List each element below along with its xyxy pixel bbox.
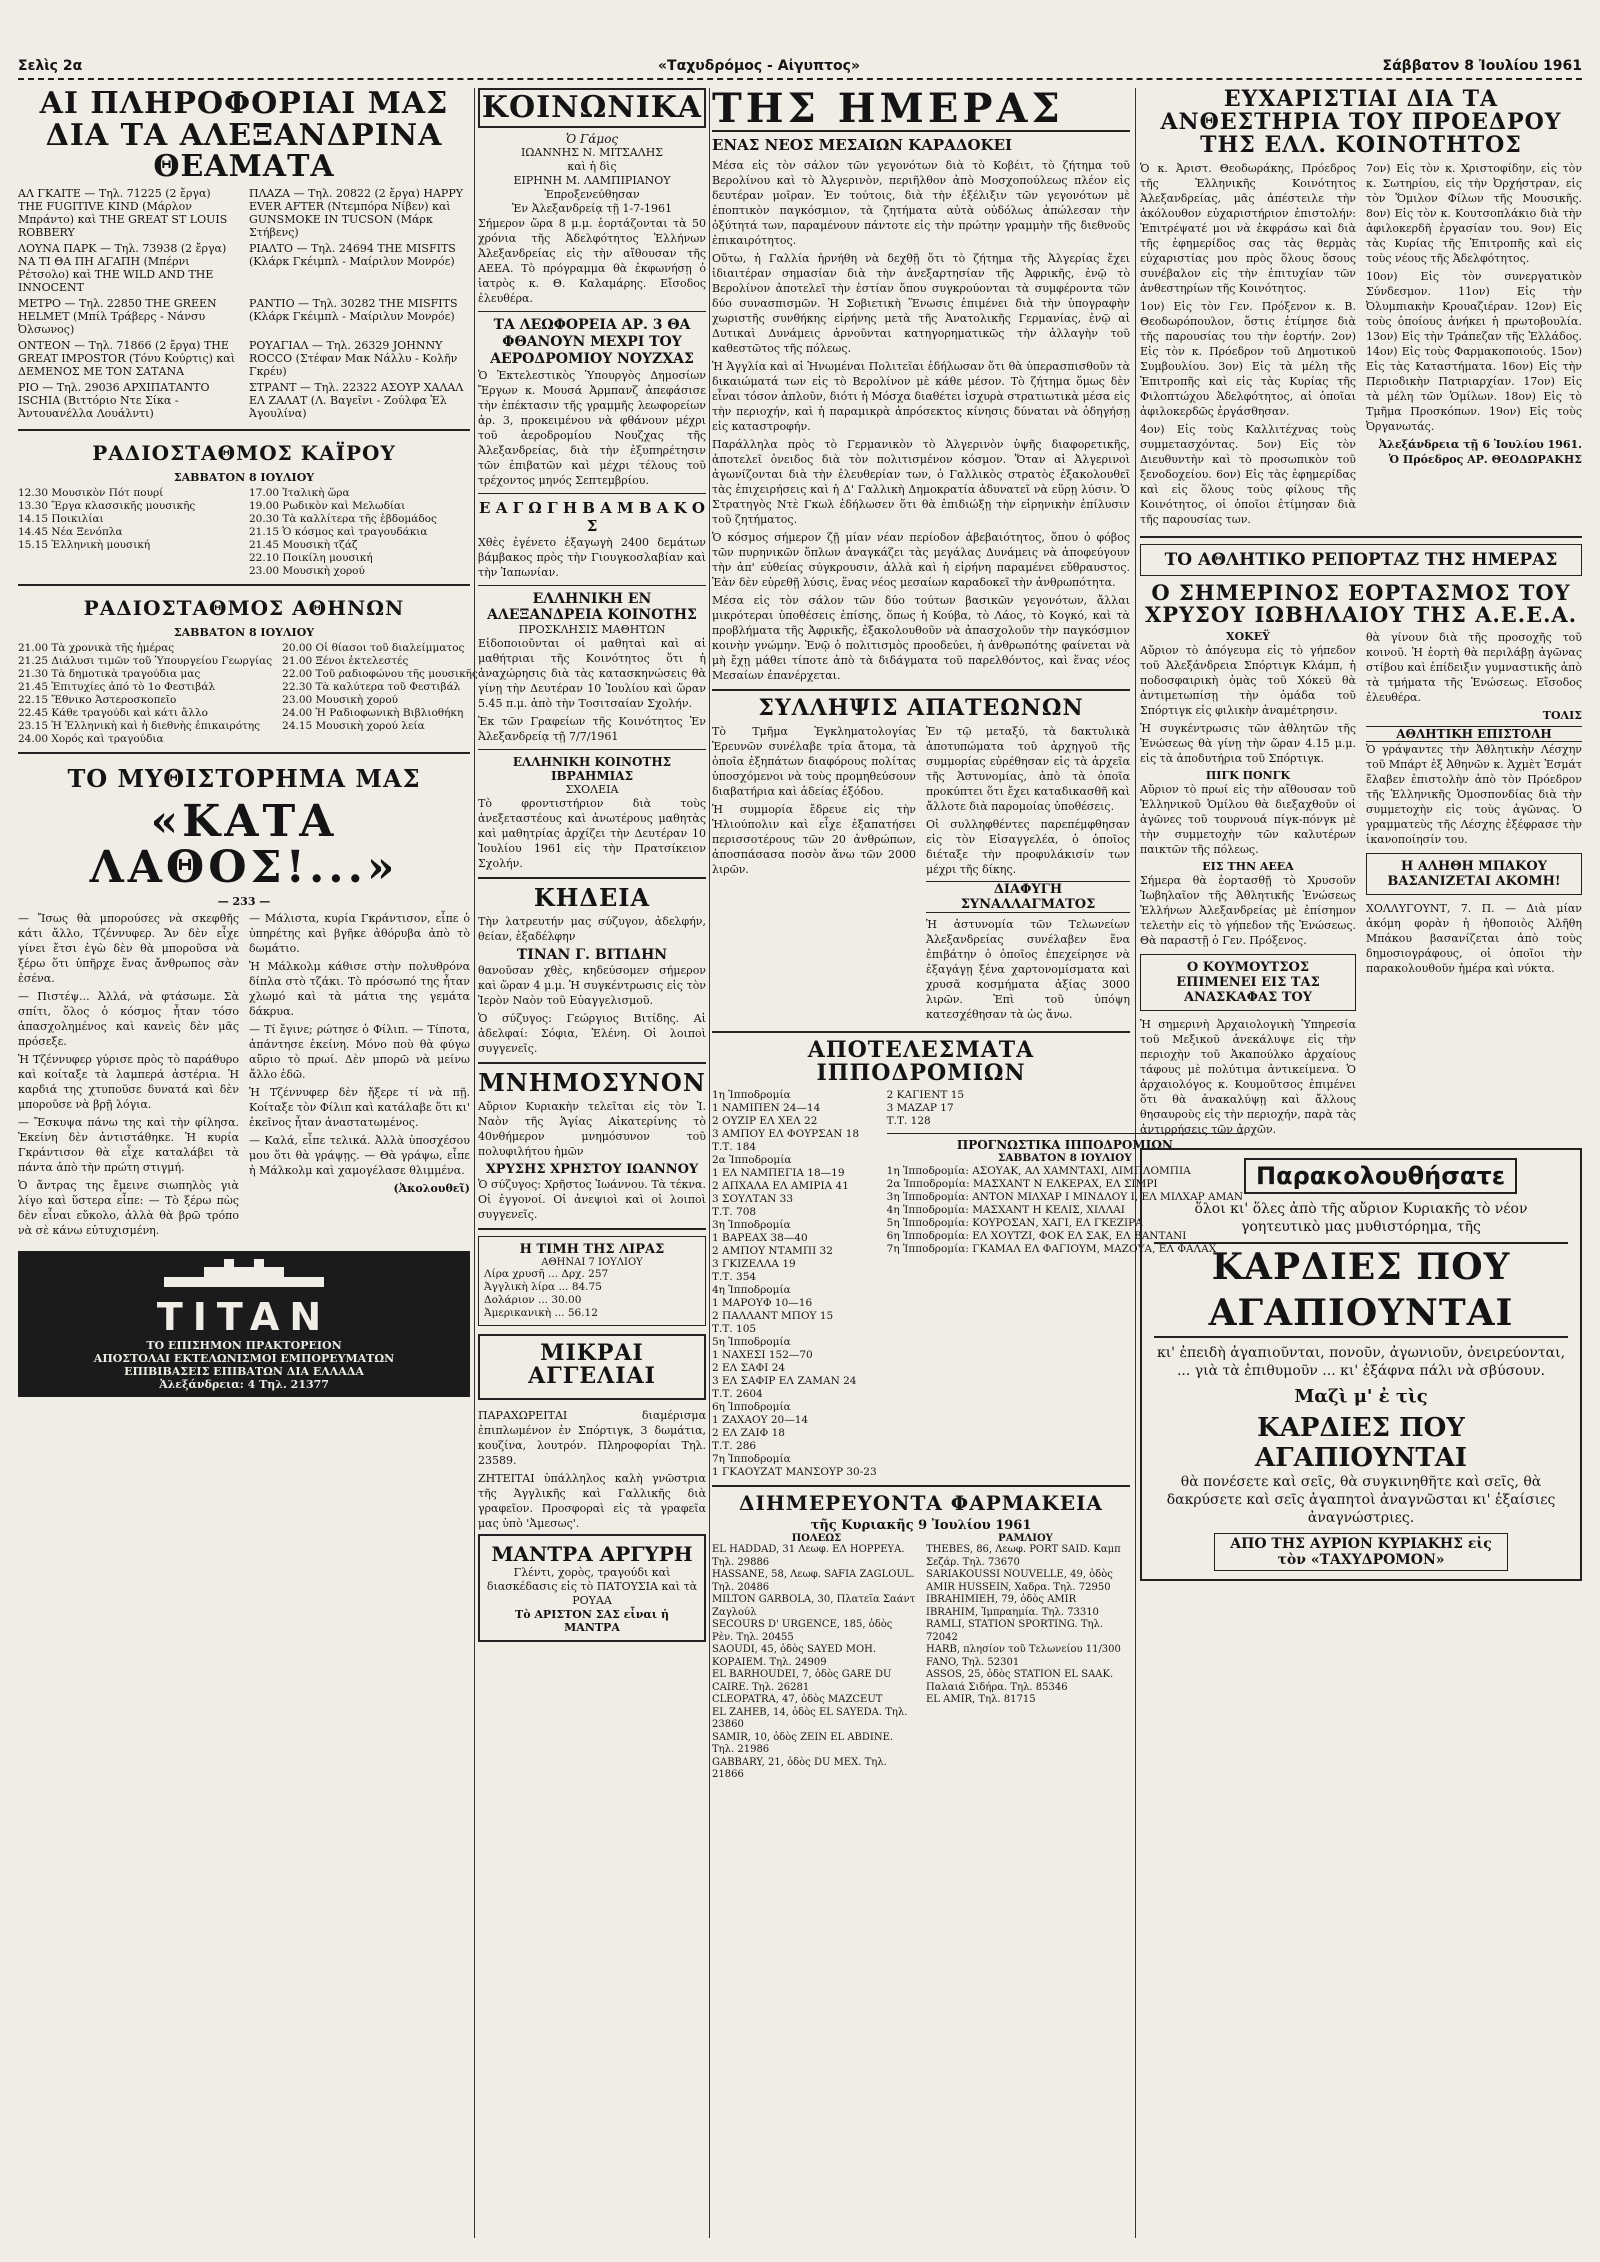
schedule-item: 21.30 Τὰ δημοτικὰ τραγούδια μας (18, 667, 201, 680)
titan-name: TITAN (156, 1294, 332, 1339)
race-line: 1 ΖΑΧΑΟΥ 20—14 (712, 1414, 809, 1427)
sports-text (1140, 630, 1582, 1140)
paragraph: Παράλληλα πρὸς τὸ Γερμανικὸν τὸ Ἀλγερινὸν ὑψῆς διαφορετικῆς, ἀποτελεῖ ὀνειδος διὰ τὸν πολιτισμένον κόσμον. Ὅταν αἱ Ἀλγερινοὶ ἀγωνίζονται διὰ τὴν ἐλευθερίαν των, ὁ Γαλλικὸς στρατὸς ἐξακολουθεῖ τὰς ἐπιχειρήσεις καὶ ἡ Δ' Γαλλικὴ Δημοκρατία ἀδυνατεῖ νὰ εὕρῃ λύσιν. Ὁ Στρατηγὸς Ντὲ Γκωλ ἐδήλωσεν ὅτι θὰ ἐπιδιώξῃ τὴν εἰρηνικὴν ἐπίλυσιν τοῦ ζητήματος. (712, 438, 1130, 526)
news-title: ΤΗΣ ΗΜΕΡΑΣ (712, 88, 1130, 132)
paragraph: — Καλά, εἶπε τελικά. Ἀλλὰ ὑποσχέσου μου ὅτι θὰ γράψῃς. — Θὰ γράψω, εἶπε ἡ Μάλκολμ καὶ χαμογέλασε θλιμμένα. (249, 1133, 470, 1177)
schedule-item: 23.00 Μουσικὴ χορού (249, 564, 365, 577)
paragraph: Μέσα εἰς τὸν σάλον τῶν γεγονότων διὰ τὸ Κοβέιτ, τὸ ζήτημα τοῦ Βερολίνου καὶ τὸ Ἀλγερινὸν, περιῆλθον ἀπὸ Μοσχοπούλεως πλέον εἰς δευτέραν μοῖραν. Ἐν τούτοις, διὰ τὴν ἐξέλιξιν τῶν γεγονότων μὲ ἐποπτικὸν παγκόσμιον, τὰ ζητήματα αὐτὰ οὐδόλως ἀπώλεσαν τὴν ὀξύτητά των, παραμένουν πάντοτε εἰς τὴν πρώτην γραμμὴν τῆς διεθνοῦς ἐπικαιρότητος. (712, 159, 1130, 247)
pharmacies-title: ΔΙΗΜΕΡΕΥΟΝΤΑ ΦΑΡΜΑΚΕΙΑ (739, 1491, 1103, 1516)
column-1 (18, 86, 478, 1397)
mantra-address: Τὸ ΑΡΙΣΤΟΝ ΣΑΣ εἶναι ἡ ΜΑΝΤΡΑ (515, 1608, 669, 1635)
divider (712, 689, 1130, 691)
paragraph: Αὔριον Κυριακὴν τελεῖται εἰς τὸν Ἱ. Ναὸν τῆς Ἁγίας Αἰκατερίνης τὸ 40νθήμερον μνημόσυνον τοῦ πολυφιλήτου ἡμῶν (478, 1099, 706, 1158)
schedule-item: 24.00 Χορός καὶ τραγούδια (18, 732, 164, 745)
race-line: 1 ΓΚΑΟΥΖΑΤ ΜΑΝΣΟΥΡ 30-23 (712, 1466, 877, 1479)
novel-episode: — 233 — (217, 894, 271, 908)
serial-line: ὅλοι κι' ὅλες ἀπὸ τῆς αὔριον Κυριακῆς τὸ νέον γοητευτικὸ μας μυθιστόρημα, τῆς (1194, 1201, 1528, 1236)
divider (478, 877, 706, 879)
race-line: Τ.Τ. 708 (712, 1206, 757, 1219)
column-4 (1140, 88, 1582, 1589)
paragraph: Ἡ σημερινὴ Ἀρχαιολογικὴ Ὑπηρεσία τοῦ Μεξικοῦ ἀνεκάλυψε εἰς τὴν περιοχὴν τοῦ Ἀκαπούλκο ἀρχαίους τάφους μὲ πολύτιμα ἀντικείμενα. Ὁ ἀρχαιολόγος κ. Κουμοῦτσος ἐπιμένει ὅτι θὰ ἀνακαλύψῃ καὶ ἄλλους θησαυροὺς εἰς τὴν περιοχήν, παρὰ τὰς ἀντιρρήσεις τῶν ἀρχῶν. (1140, 1018, 1356, 1137)
forecast-line: 4η Ἱπποδρομία: ΜΑΣΧΑΝΤ Η ΚΕΛΙΣ, ΧΙΛΛΑΙ (886, 1204, 1125, 1217)
athens-radio-day: ΣΑΒΒΑΤΟΝ 8 ΙΟΥΛΙΟΥ (173, 625, 315, 639)
race-line: 1 ΝΑΜΙΠΕΝ 24—14 (712, 1102, 821, 1115)
cairo-radio-schedule (18, 487, 470, 578)
column-3 (712, 85, 1244, 1782)
notice-line: ΕΙΡΗΝΗ Μ. ΛΑΜΠΙΡΙΑΝΟΥ (513, 173, 671, 187)
ibrahimia-subtitle: ΣΧΟΛΕΙΑ (565, 782, 619, 796)
paragraph: Ὁ ἄντρας της ἔμεινε σιωπηλὸς γιὰ λίγο καὶ ὕστερα εἶπε: — Τὸ ξέρω πὼς δὲν εἶναι εὔκολο, ἀλλὰ θὰ βρῶ τρόπο νὰ σὲ κάνω εὐτυχισμένη. (18, 1178, 239, 1237)
serial-title: ΚΑΡΔΙΕΣ ΠΟΥ ΑΓΑΠΙΟΥΝΤΑΙ (1154, 1242, 1568, 1338)
paragraph: Σήμερα θὰ ἑορτασθῇ τὸ Χρυσοῦν Ἰωβηλαῖον τῆς Ἀθλητικῆς Ἑνώσεως Ἑλλήνων Ἀλεξανδρείας μὲ ἐπίσημον τελετὴν εἰς τὸ γήπεδον τῆς Ἑνώσεως. Θὰ παραστῇ ὁ Γεν. Πρόξενος. (1140, 874, 1356, 948)
ali-title: Η ΑΛΗΘΗ ΜΠΑΚΟΥ ΒΑΣΑΝΙΖΕΤΑΙ ΑΚΟΜΗ! (1366, 853, 1582, 895)
pharmacies-subtitle: τῆς Κυριακῆς 9 Ἰουλίου 1961 (810, 1518, 1032, 1534)
social-subtitle: Ὁ Γάμος (565, 131, 619, 146)
ibrahimia-title: ΕΛΛΗΝΙΚΗ ΚΟΙΝΟΤΗΣ ΙΒΡΑΗΜΙΑΣ (512, 754, 672, 783)
paragraph: Ἡ Μάλκολμ κάθισε στὴν πολυθρόνα δίπλα στὸ τζάκι. Τὸ πρόσωπό της ἦταν χλωμό καὶ τὰ μάτια της γεμάτα δάκρυα. (249, 959, 470, 1018)
thanks-title: ΕΥΧΑΡΙΣΤΙΑΙ ΔΙΑ ΤΑ ΑΝΘΕΣΤΗΡΙΑ ΤΟΥ ΠΡΟΕΔΡΟΥ ΤΗΣ ΕΛΛ. ΚΟΙΝΟΤΗΤΟΣ (1160, 86, 1562, 159)
paragraph: Ἡ συμμορία ἔδρευε εἰς τὴν Ἡλιούπολιν καὶ εἶχε ἐξαπατήσει περισσοτέρους τῶν 20 ἀνθρώπων, ἀποσπάσασα ποσὸν ἄνω τῶν 2000 λιρῶν. (712, 803, 916, 877)
schedule-item: 21.25 Διάλυσι τιμῶν τοῦ Ὑπουργείου Γεωργίας (18, 654, 273, 667)
schedule-item: 21.15 Ὁ κόσμος καὶ τραγουδάκια (249, 525, 428, 538)
pharmacy-entry: EL ZAHEB, 14, ὁδὸς EL SAYEDA. Τηλ. 23860 (712, 1706, 908, 1731)
mantra-advertisement (478, 1534, 706, 1642)
divider (18, 752, 470, 754)
paragraph: Ὁ σύζυγος: Χρῆστος Ἰωάννου. Τὰ τέκνα. Οἱ ἐγγονοί. Οἱ ἀνεψιοὶ καὶ οἱ λοιποὶ συγγενεῖς. (478, 1177, 706, 1221)
forecast-line: 3η Ἱπποδρομία: ΑΝΤΟΝ ΜΙΛΧΑΡ Ι ΜΙΝΔΛΟΥ Ι, ΕΛ ΜΙΛΧΑΡ ΑΜΑΝ (886, 1191, 1244, 1204)
paragraph: Εἰδοποιοῦνται οἱ μαθηταὶ καὶ αἱ μαθήτριαι τῆς Κοινότητος ὅτι ἡ ἀναχώρησις διὰ τὰς κατασκηνώσεις θὰ γίνῃ τὴν Δευτέραν 10 Ἰουλίου καὶ ὥραν 5.45 π.μ. ἀπὸ τὴν Τοσιτσαίαν Σχολήν. (478, 636, 706, 710)
sports-sign: ΤΟΛΙΣ (1542, 709, 1582, 723)
paragraph: Ἡ Τζέννυφερ γύρισε πρὸς τὸ παράθυρο καὶ κοίταξε τὰ λαμπερά ἀστέρια. Ἡ καρδιά της χτυποῦσε δυνατά καὶ δὲν μποροῦσε νὰ βρῇ λόγια. (18, 1052, 239, 1111)
masthead (18, 56, 1582, 80)
titan-line: ΕΠΙΒΙΒΑΣΕΙΣ ΕΠΙΒΑΤΩΝ ΔΙΑ ΕΛΛΑΔΑ (124, 1364, 364, 1378)
novel-label: ΤΟ ΜΥΘΙΣΤΟΡΗΜΑ ΜΑΣ (67, 763, 421, 793)
schedule-item: 24.00 Ἡ Ραδιοφωνικὴ Βιβλιοθήκη (282, 706, 464, 719)
funeral-name: ΤΙΝΑΝ Γ. ΒΙΤΙΔΗΝ (516, 946, 668, 963)
race-line: 1 ΒΑΡΕΑΧ 38—40 (712, 1232, 808, 1245)
pharmacy-entry: ASSOS, 25, ὁδὸς STATION EL SAAK. Παλαιά Σιδήρα. Τηλ. 85346 (926, 1669, 1114, 1693)
cinema-listings (18, 187, 470, 423)
schedule-item: 24.15 Μουσικὴ χορού λεία (282, 719, 425, 732)
pharmacies-col-city: ΠΟΛΕΩΣ (791, 1533, 842, 1545)
mantra-body: Γλέντι, χορὸς, τραγούδι καὶ διασκέδασις εἰς τὸ ΠΑΤΟΥΣΙΑ καὶ τὰ ΡΟΥΑΑ (486, 1566, 698, 1608)
divider (712, 1031, 1130, 1033)
cinema-listing: ΡΑΝΤΙΟ — Τηλ. 30282 THE MISFITS (Κλάρκ Γκέιμπλ - Μαίριλυν Μονρόε) (249, 296, 458, 323)
cinema-listing: ΡΙΟ — Τηλ. 29036 ΑΡΧΙΠΑΤΑΝΤΟ ISCHIA (Βιττόριο Ντε Σίκα - Ἀντουανέλλα Λουάλντι) (18, 380, 210, 420)
race-line: Τ.Τ. 286 (712, 1440, 757, 1453)
cotton-title: Ε Α Γ Ω Γ Η Β Α Μ Β Α Κ Ο Σ (479, 498, 705, 535)
divider (478, 311, 706, 312)
race-line: 2 ΕΛ ΣΑΦΙ 24 (712, 1362, 786, 1375)
cinema-listing: ΡΟΥΑΓΙΑΛ — Τηλ. 26329 JOHNNY ROCCO (Στέφαν Μακ Νάλλυ - Κολῆν Γκρέυ) (249, 338, 458, 378)
notice-line: Ἐν Ἀλεξανδρείᾳ τῇ 1-7-1961 (512, 201, 672, 215)
paragraph: Ὁ κόσμος σήμερον ζῇ μίαν νέαν περίοδον ἀβεβαιότητος, ὅπου ὁ φόβος τῶν πυρηνικῶν ὅπλων ἀναγκάζει τὰς μεγάλας Δυνάμεις νὰ ἀποφεύγουν τὴν ἀπ' εὐθείας σύγκρουσιν, ἀλλὰ καὶ ἡ εἰρήνη παραμένει εὔθραυστος. Ἐὰν δὲν εὑρεθῇ λύσις, ἕνας νέος μεσαίων καραδοκεῖ τὴν ἀνθρωπότητα. (712, 531, 1130, 589)
schedule-item: 15.15 Ἑλληνικὴ μουσική (18, 538, 151, 551)
schedule-item: 20.30 Τὰ καλλίτερα τῆς ἑβδομάδος (249, 512, 437, 525)
paragraph: 1ον) Εἰς τὸν Γεν. Πρόξενον κ. Β. Θεοδωρόπουλον, ὅστις ἐτίμησε διὰ τῆς παρουσίας του τὴν ἑορτήν. 2ον) Εἰς τὸν κ. Πρόεδρον τοῦ Δημοτικοῦ Συμβουλίου. 3ον) Εἰς τὰ μέλη τῆς Ἐπιτροπῆς καὶ εἰς τὰς Κυρίας τῆς Φιλοπτώχου Ἀδελφότητος, αἱ ὁποῖαι ἀφιλοκερδῶς ἐργάσθησαν. (1140, 300, 1356, 419)
paragraph: — Ἴσως θὰ μπορούσες νὰ σκεφθῆς κάτι ἄλλο, Τζέννυφερ. Ἄν δὲν εἶχε γίνει ἔτσι ἐγὼ δὲν θὰ μποροῦσα νὰ ξέρω ὅτι ὑπῆρχε ἕνας ἄνθρωπος σὰν ἐσένα. (18, 911, 239, 985)
race-line: 5η Ἱπποδρομία (712, 1336, 791, 1349)
race-line: Τ.Τ. 128 (886, 1115, 931, 1128)
paragraph: — Μάλιστα, κυρία Γκράντισον, εἶπε ὁ ὑπηρέτης καὶ βγῆκε ἀθόρυβα ἀπὸ τὸ δωμάτιο. (249, 911, 470, 955)
paragraph: Ὁ κ. Ἀριστ. Θεοδωράκης, Πρόεδρος τῆς Ἑλληνικῆς Κοινότητος Ἀλεξανδρείας, μᾶς ἀπέστειλε τὴν ἀκόλουθον εὐχαριστήριον ἐπιστολήν: Ἐπιτρέψατέ μοι νὰ ἐκφράσω καὶ διὰ τῆς ἐφημερίδος σας τὰς θερμὰς εὐχαριστίας μου πρὸς ὅλους ὅσους συνέβαλον εἰς τὴν ἐπιτυχίαν τῶν ἀνθεστηρίων τῆς Κοινότητος. (1140, 162, 1356, 296)
divider (478, 585, 706, 586)
serial-line: κι' ἐπειδὴ ἀγαπιοῦνται, πονοῦν, ἀγωνιοῦν, ὀνειρεύονται, ... γιὰ τὰ ἐπιθυμοῦν ... κι' ἐξάφνα πάλι νὰ σβύσουν. (1156, 1345, 1566, 1380)
divider (478, 1062, 706, 1064)
pharmacies-list (712, 1544, 1130, 1782)
paragraph: 7ον) Εἰς τὸν κ. Χριστοφίδην, εἰς τὸν κ. Σωτηρίου, εἰς τὴν Ὀρχήστραν, εἰς τὸν Ὅμιλον Φίλων τῆς Μουσικῆς. 8ον) Εἰς τὸν κ. Κουτσοπλάκιο διὰ τὴν ἀφιλοκερδῆ ἐργασίαν του. 9ον) Εἰς τὰς Κυρίας τῆς Ἐπιτροπῆς καὶ εἰς τοὺς νέους τῆς Ἀδελφότητος. (1366, 162, 1582, 266)
schedule-item: 21.45 Ἐπιτυχίες ἀπό τὸ 1ο Φεστιβάλ (18, 680, 216, 693)
cinema-listing: ΡΙΑΛΤΟ — Τηλ. 24694 THE MISFITS (Κλάρκ Γκέιμπλ - Μαίριλυν Μονρόε) (249, 241, 456, 268)
serial-title-2: ΚΑΡΔΙΕΣ ΠΟΥ ΑΓΑΠΙΟΥΝΤΑΙ (1254, 1413, 1468, 1474)
serial-together: Μαζὶ μ' ἐ τὶς (1294, 1386, 1428, 1408)
pharmacy-entry: IBRAHIMIEH, 79, ὁδὸς AMIR IBRAHIM, Ἰμπραημία. Τηλ. 73310 (926, 1594, 1099, 1618)
athens-radio-schedule (18, 641, 478, 746)
forecast-line: 7η Ἱπποδρομία: ΓΚΑΜΑΛ ΕΛ ΦΑΓΙΟΥΜ, ΜΑΖΟΥΑ, ΕΛ ΦΑΛΑΧ (886, 1243, 1217, 1256)
divider (712, 1485, 1130, 1487)
schedule-item: 23.15 Ἡ Ἑλληνικὴ καὶ ἡ διεθνὴς ἐπικαιρότης (18, 719, 261, 732)
races-results (712, 1089, 1244, 1479)
paragraph: Τὴν λατρευτήν μας σύζυγον, ἀδελφήν, θείαν, ἐξαδέλφην (478, 914, 706, 943)
divider (478, 749, 706, 750)
races-left-list (712, 1089, 877, 1479)
cairo-radio-day: ΣΑΒΒΑΤΟΝ 8 ΙΟΥΛΙΟΥ (173, 470, 315, 484)
paragraph: Ἡ συγκέντρωσις τῶν ἀθλητῶν τῆς Ἑνώσεως θὰ γίνῃ τὴν ὥραν 4.15 μ.μ. εἰς τὰ ἀποδυτήρια τοῦ Σπόρτιγκ. (1140, 722, 1356, 766)
pharmacy-entry: SAOUDI, 45, ὁδὸς SAYED MOH. ΚΟΡΑΙΕΜ. Τηλ. 24909 (712, 1644, 877, 1668)
schedule-item: 21.00 Ξένοι ἐκτελεστές (282, 654, 409, 667)
thanks-sign: Ἀλεξάνδρεια τῇ 6 Ἰουλίου 1961. Ὁ Πρόεδρος ΑΡ. ΘΕΟΔΩΡΑΚΗΣ (1378, 438, 1582, 467)
pharmacy-entry: SAMIR, 10, ὁδὸς ZEIN EL ABDINE. Τηλ. 21986 (712, 1731, 894, 1756)
cinema-listing: ΣΤΡΑΝΤ — Τηλ. 22322 ΑΣΟΥΡ ΧΑΛΑΛ ΕΛ ΖΑΛΑΤ (Λ. Βαγεῖνι - Ζούλφα Ἐλ Ἀγουλίνα) (249, 380, 464, 420)
race-line: Τ.Τ. 354 (712, 1271, 757, 1284)
column-rule (474, 88, 475, 2238)
notice-line: Ἐπροξενεύθησαν (544, 187, 640, 201)
race-line: 1η Ἱπποδρομία (712, 1089, 791, 1102)
pharmacy-entry: HASSANE, 58, Λεωφ. SAFIA ZAGLOUL. Τηλ. 20486 (712, 1569, 915, 1593)
paragraph: 10ον) Εἰς τὸν συνεργατικὸν Σύνδεσμον. 11ον) Εἰς τὴν Ὀλυμπιακὴν Κρουαζιέραν. 12ον) Εἰς τοὺς ὁποίους ἀνήκει ἡ πρωτοβουλία. 13ον) Εἰς τὴν Τράπεζαν τῆς Ἑλλάδος. 14ον) Εἰς τοὺς Φαρμακοποιούς. 15ον) Εἰς τὰς Καταστήματα. 16ον) Εἰς τὴν Περιοδικὴν Πατριαρχίαν. 17ον) Εἰς τὰ μέλη τῶν Ὁμίλων. 18ον) Εἰς τὸ Τμῆμα Προσκόπων. 19ον) Εἰς τοὺς Ὀργανωτάς. (1366, 270, 1582, 434)
schedule-item: 20.00 Οἱ θίασοι τοῦ διαλείμματος (282, 641, 465, 654)
engagement-notice (478, 146, 706, 216)
paragraph: Ὁ γράψαντες τὴν Ἀθλητικὴν Λέσχην τοῦ Μπάρτ ἐξ Ἀθηνῶν κ. Ἀχμὲτ Ἐσμάτ ἔλαβεν ἐπιστολὴν ἀπὸ τὸν Πρόεδρον τῆς Ἑλληνικῆς Ὁμοσπονδίας διὰ τὴν συμμετοχὴν εἰς τοὺς ἀγῶνας. Ὁ γραμματεὺς τῆς Λέσχης ἐξέφρασε τὴν ἱκανοποίησίν του. (1366, 743, 1582, 847)
schedule-item: 17.00 Ἰταλικὴ ὥρα (249, 486, 350, 499)
classifieds-title: ΜΙΚΡΑΙ ΑΓΓΕΛΙΑΙ (528, 1339, 656, 1389)
race-line: 2 ΑΜΠΟΥ ΝΤΑΜΠΙ 32 (712, 1245, 833, 1258)
serial-advertisement (1140, 1148, 1582, 1581)
pound-price-box (478, 1236, 706, 1326)
race-line: Τ.Τ. 184 (712, 1141, 757, 1154)
divider (18, 429, 470, 431)
arrest-title: ΣΥΛΛΗΨΙΣ ΑΠΑΤΕΩΝΩΝ (758, 695, 1084, 721)
paper-name: «Ταχυδρόμος - Αἰγυπτος» (658, 58, 860, 74)
schedule-item: 14.45 Νέα Ξενόπλα (18, 525, 123, 538)
paragraph: Ἡ ἀστυνομία τῶν Τελωνείων Ἀλεξανδρείας συνέλαβεν ἕνα ἐπιβάτην ὁ ὁποῖος ἐπεχείρησε νὰ ἐξαγάγῃ ξένα χαρτονομίσματα καὶ χρυσᾶ κοσμήματα ἀξίας 3000 λιρῶν. Ἐπὶ τοῦ ὑπόψη κατεσχέθησαν τὰ ὡς ἄνω. (926, 918, 1130, 1022)
schedule-item: 21.45 Μουσικὴ τζάζ (249, 538, 358, 551)
forecast-line: 5η Ἱπποδρομία: ΚΟΥΡΟΣΑΝ, ΧΑΓΙ, ΕΛ ΓΚΕΖΙΡΑ (886, 1217, 1143, 1230)
price-row: Δολάριον ... 30.00 (484, 1293, 582, 1306)
notice-line: καὶ ἡ δὶς (567, 159, 617, 173)
paragraph: ΧΟΛΛΥΓΟΥΝΤ, 7. Π. — Διὰ μίαν ἀκόμη φορὰν ἡ ἠθοποιὸς Ἀλῆθη Μπάκου βασανίζεται ἀπὸ τοὺς δημοσιογράφους, οἱ ὁποῖοι τὴν παρακολουθοῦν ἡμέρα καὶ νύκτα. (1366, 902, 1582, 976)
forecast-title: ΠΡΟΓΝΩΣΤΙΚΑ ΙΠΠΟΔΡΟΜΙΩΝ (956, 1138, 1173, 1153)
schedule-item: 22.15 Ἔθνικο Ἀστεροσκοπεῖο (18, 693, 177, 706)
cairo-radio-title: ΡΑΔΙΟΣΤΑΘΜΟΣ ΚΑΪΡΟΥ (92, 440, 396, 465)
pharmacy-entry: THEBES, 86, Λεωφ. PORT SAID. Καμπ Σεζάρ. Τηλ. 73670 (926, 1544, 1121, 1568)
schedule-item: 21.00 Τὰ χρονικὰ τῆς ἡμέρας (18, 641, 175, 654)
price-row: Ἀγγλικὴ λίρα ... 84.75 (484, 1280, 602, 1293)
titan-advertisement (18, 1251, 470, 1397)
cinema-listing: ΟΝΤΕΟΝ — Τηλ. 71866 (2 ἔργα) THE GREAT IMPOSTOR (Τόνυ Κούρτις) καὶ ΔΕΜΕΝΟΣ ΜΕ ΤΟΝ ΣΑΤΑΝΑ (18, 338, 236, 378)
funeral-title: ΚΗΔΕΙΑ (533, 882, 651, 912)
pharmacy-entry: FANO, Τηλ. 52301 (926, 1656, 1020, 1668)
race-line: 2 ΠΑΛΛΑΝΤ ΜΠΟΥ 15 (712, 1310, 834, 1323)
arrest-text (712, 724, 1130, 1025)
novel-continued: (Ἀκολουθεῖ) (393, 1181, 470, 1195)
race-line: 3 ΣΟΥΛΤΑΝ 33 (712, 1193, 794, 1206)
cinema-listing: ΛΟΥΝΑ ΠΑΡΚ — Τηλ. 73938 (2 ἔργα) ΝΑ ΤΙ ΘΑ ΠΗ ΑΓΑΠΗ (Μπέρνι Ρέτσολο) καὶ THE WILD AND THE INNOCENT (18, 241, 227, 294)
sports-byline: ΧΟΚΕΫ (1226, 630, 1270, 644)
race-line: 1 ΝΑΧΕΣΙ 152—70 (712, 1349, 813, 1362)
column-rule (709, 88, 710, 2238)
pharmacy-entry: EL AMIR, Τηλ. 81715 (926, 1694, 1036, 1706)
paragraph: Τὸ φροντιστήριον διὰ τοὺς ἀνεξεταστέους καὶ ἀνωτέρους μαθητὰς καὶ μαθητρίας ἀρχίζει τὴν Δευτέραν 10 Ἰουλίου 1961 εἰς τὴν Πρατσίκειον Σχολήν. (478, 796, 706, 870)
forecast-line: 1η Ἱπποδρομία: ΑΣΟΥΑΚ, ΑΛ ΧΑΜΝΤΑΧΙ, ΛΙΜΠΛΟΜΠΙΑ (886, 1165, 1191, 1178)
cinema-listing: ΑΛ ΓΚΑΙΤΕ — Τηλ. 71225 (2 ἔργα) THE FUGITIVE KIND (Μάρλον Μπράντο) καὶ THE GREAT ST LOUIS ROBBERY (18, 186, 228, 239)
race-line: 2α Ἱπποδρομία (712, 1154, 792, 1167)
cinema-title: ΑΙ ΠΛΗΡΟΦΟΡΙΑΙ ΜΑΣ ΔΙΑ ΤΑ ΑΛΕΞΑΝΔΡΙΝΑ ΘΕΑΜΑΤΑ (39, 86, 449, 184)
notice-line: ΙΩΑΝΝΗΣ Ν. ΜΙΤΣΑΛΗΣ (520, 145, 664, 159)
race-line: Τ.Τ. 105 (712, 1323, 757, 1336)
schedule-item: 22.30 Τὰ καλύτερα τοῦ Φεστιβάλ (282, 680, 461, 693)
mexico-box (1140, 954, 1356, 1011)
aeea-title: ΕΙΣ ΤΗΝ ΑΕΕΑ (1202, 860, 1294, 874)
races-title: ΑΠΟΤΕΛΕΣΜΑΤΑ ΙΠΠΟΔΡΟΜΙΩΝ (807, 1037, 1035, 1087)
pharmacy-entry: EL BARHOUDEI, 7, ὁδὸς GARE DU CAIRE. Τηλ. 26281 (712, 1669, 892, 1693)
memorial-name: ΧΡΥΣΗΣ ΧΡΗΣΤΟΥ ΙΩΑΝΝΟΥ (485, 1161, 699, 1177)
schedule-item: 12.30 Μουσικὸν Πότ πουρί (18, 486, 164, 499)
paragraph: Ἐν τῷ μεταξύ, τὰ δακτυλικὰ ἀποτυπώματα τοῦ ἀρχηγοῦ τῆς συμμορίας εὑρέθησαν εἰς τὰ ἀρχεῖα τῆς Ἀστυνομίας, ἀπὸ τὰ ὁποῖα προκύπτει ὅτι ἔχει καταδικασθῆ καὶ ἄλλοτε διὰ παρομοίας ὑποθέσεις. (926, 725, 1130, 814)
paragraph: — Τί ἔγινε; ρώτησε ὁ Φίλιπ. — Τίποτα, ἀπάντησε ἐκείνη. Μόνο ποὺ θὰ φύγω αὔριο τὸ πρωί. Δὲν μπορῶ νὰ μείνω ἄλλο ἐδῶ. (249, 1022, 470, 1081)
race-line: 3 ΑΜΠΟΥ ΕΛ ΦΟΥΡΣΑΝ 18 (712, 1128, 860, 1141)
paragraph: θανοῦσαν χθὲς, κηδεύσομεν σήμερον καὶ ὥραν 4 μ.μ. Ἡ συγκέντρωσις εἰς τὸν Ἱερὸν Ναὸν τοῦ Εὐαγγελισμοῦ. (478, 963, 706, 1007)
classified-item: ΖΗΤΕΙΤΑΙ ὑπάλληλος καλὴ γνῶστρια τῆς Ἀγγλικῆς καὶ Γαλλικῆς διὰ γραφεῖον. Προσφοραὶ εἰς τὰ γραφεῖα μας ὑπὸ 'Ἀμεσως'. (478, 1472, 706, 1531)
pharmacy-entry: SARIAKOUSSI NOUVELLE, 49, ὁδὸς AMIR HUSSEIN, Χαδρα. Τηλ. 72950 (926, 1569, 1113, 1593)
forecast-line: 6η Ἱπποδρομία: ΕΛ ΧΟΥΤΖΙ, ΦΟΚ ΕΛ ΣΑΚ, ΕΛ ΒΑΝΤΑΝΙ (886, 1230, 1187, 1243)
paragraph: Σήμερον ὥρα 8 μ.μ. ἑορτάζονται τὰ 50 χρόνια τῆς Ἀδελφότητος Ἑλλήνων Ἀλεξανδρείας εἰς τὴν αἴθουσαν τῆς ΑΕΕΑ. Τὸ πρόγραμμα θὰ ἐκφωνήσῃ ὁ ἰατρὸς κ. Θ. Καλαμάρης. Εἴσοδος ἐλευθέρα. (478, 216, 706, 305)
pharmacy-entry: SECOURS D' URGENCE, 185, ὁδὸς Ρὲν. Τηλ. 20455 (712, 1619, 893, 1643)
schedule-item: 22.45 Κάθε τραγούδι καὶ κάτι ἄλλο (18, 706, 209, 719)
social-title: ΚΟΙΝΩΝΙΚΑ (478, 88, 706, 128)
race-line: 2 ΚΑΓΙΕΝΤ 15 (886, 1089, 965, 1102)
mexico-title: Ο ΚΟΥΜΟΥΤΣΟΣ ΕΠΙΜΕΝΕΙ ΕΙΣ ΤΑΣ ΑΝΑΣΚΑΦΑΣ ΤΟΥ (1176, 960, 1320, 1006)
pound-title: Η ΤΙΜΗ ΤΗΣ ΛΙΡΑΣ (519, 1241, 665, 1257)
smuggling-title: ΔΙΑΦΥΓΗ ΣΥΝΑΛΛΑΓΜΑΤΟΣ (926, 881, 1130, 913)
paragraph: Μέσα εἰς τὸν σάλον τῶν δύο τούτων βασικῶν γεγονότων, ἄλλαι μικρότεραι ὑποθέσεις ἐπίσης, ὅπως ἡ Κούβα, τὸ Λάος, τὸ Κογκό, καὶ τὰ προβλήματα τῆς Ἀφρικῆς, ἐξακολουθοῦν νὰ ἀπασχολοῦν τὴν παγκόσμιον κοινὴν γνώμην. Ἐνῷ ὁ πολιτισμὸς προοδεύει, ἡ ἀνθρωπότης φαίνεται νὰ μὴ ἔχῃ μάθει τίποτε ἀπὸ τὰ διδάγματα τοῦ παρελθόντος, καὶ ἕνας νέος Μεσαίων ἐπανέρχεται. (712, 594, 1130, 682)
sports-headline: Ο ΣΗΜΕΡΙΝΟΣ ΕΟΡΤΑΣΜΟΣ ΤΟΥ ΧΡΥΣΟΥ ΙΩΒΗΛΑΙΟΥ ΤΗΣ Α.Ε.Ε.Α. (1144, 580, 1578, 628)
mantra-title: ΜΑΝΤΡΑ ΑΡΓΥΡΗ (491, 1542, 693, 1567)
forecast-line: 2α Ἱπποδρομία: ΜΑΣΧΑΝΤ Ν ΕΛΚΕΡΑΧ, ΕΛ ΣΙΜΡΙ (886, 1178, 1158, 1191)
paragraph: Ἡ Ἀγγλία καὶ αἱ Ἡνωμέναι Πολιτεῖαι ἐδήλωσαν ὅτι θὰ ὑπερασπισθοῦν τὰ δικαιώματά των εἰς τὸ Βερολίνον μὲ κάθε μέσον. Τὸ ζήτημα ὅμως δὲν εἶναι τόσον ἁπλοῦν, διότι ἡ Μόσχα διαθέτει ἰσχυρὰ στρατιωτικὰ μέσα εἰς τὴν περιοχήν, καὶ ἡ παραμικρὰ ἀπρόσεκτος κίνησις δύναται νὰ ὁδηγήσῃ εἰς καταστροφήν. (712, 360, 1130, 433)
paragraph: Ἐκ τῶν Γραφείων τῆς Κοινότητος Ἐν Ἀλεξανδρείᾳ τῇ 7/7/1961 (478, 714, 706, 743)
paragraph: Αὔριον τὸ ἀπόγευμα εἰς τὸ γήπεδον τοῦ Ἀλεξάνδρεια Σπόρτιγκ Κλάμπ, ἡ ποδοσφαιρικὴ ὁμὰς τοῦ Χόκεϋ θὰ ἀντιμετωπίσῃ τὴν ὁμάδα τοῦ Σπόρτιγκ εἰς φιλικὴν ἀναμέτρησιν. (1140, 644, 1356, 718)
athens-radio-title: ΡΑΔΙΟΣΤΑΘΜΟΣ ΑΘΗΝΩΝ (83, 595, 405, 620)
letter-title: ΑΘΛΗΤΙΚΗ ΕΠΙΣΤΟΛΗ (1366, 726, 1582, 742)
pharmacy-entry: MILTON GARBOLA, 30, Πλατεῖα Σαάντ Ζαγλούλ (712, 1594, 916, 1618)
paragraph: — Ἔσκυψα πάνω της καὶ τὴν φίλησα. Ἐκείνη δὲν ἀντιστάθηκε. Ἡ κυρία Γκράντισον θὰ εἶχε καταλάβει τὰ πάντα ἀπὸ τὴν πρώτη στιγμή. (18, 1115, 239, 1174)
paragraph: Χθὲς ἐγένετο ἐξαγωγὴ 2400 δεμάτων βάμβακος πρὸς τὴν Γιουγκοσλαβίαν καὶ τὴν Ἰαπωνίαν. (478, 535, 706, 579)
divider (478, 493, 706, 494)
schedule-item: 14.15 Ποικιλίαι (18, 512, 104, 525)
race-line: 3 ΜΑΖΑΡ 17 (886, 1102, 954, 1115)
race-line: 3η Ἱπποδρομία (712, 1219, 791, 1232)
pharmacy-entry: HARB, πλησίον τοῦ Τελωνείου 11/300 (926, 1644, 1121, 1656)
issue-date: Σάββατον 8 Ἰουλίου 1961 (1382, 58, 1582, 74)
thanks-text (1140, 161, 1582, 530)
classifieds-box (478, 1334, 706, 1400)
serial-line: θὰ πονέσετε καὶ σεῖς, θὰ συγκινηθῆτε καὶ σεῖς, θὰ δακρύσετε καὶ σεῖς ἀγαπητοὶ ἀναγνῶσται κι' ἐξαίσιες ἀναγνώστριες. (1166, 1474, 1556, 1527)
forecast-day: ΣΑΒΒΑΤΟΝ 8 ΙΟΥΛΙΟΥ (997, 1152, 1132, 1165)
race-line: Τ.Τ. 2604 (712, 1388, 763, 1401)
race-line: 1 ΜΑΡΟΥΦ 10—16 (712, 1297, 813, 1310)
paragraph: Αὔριον τὸ πρωί εἰς τὴν αἴθουσαν τοῦ Ἑλληνικοῦ Ὁμίλου θὰ διεξαχθοῦν οἱ ἀγῶνες τοῦ τουρνουά πίγκ-πόνγκ μὲ τὴν συμμετοχὴν τῶν καλυτέρων παικτῶν τῆς πόλεως. (1140, 783, 1356, 857)
serial-label: Παρακολουθήσατε (1244, 1158, 1517, 1194)
paragraph: Ἡ Τζέννυφερ δὲν ἤξερε τί νὰ πῇ. Κοίταξε τὸν Φίλιπ καὶ κατάλαβε ὅτι κι' ἐκεῖνος ἦταν ἀναστατωμένος. (249, 1085, 470, 1129)
paragraph: θὰ γίνουν διὰ τῆς προσοχῆς τοῦ κοινοῦ. Ἡ ἑορτὴ θὰ περιλάβῃ ἀγῶνας στίβου καὶ ἐπίδειξιν γυμναστικῆς ἀπὸ τὰ τμήματα τῆς Ἑνώσεως. Εἴσοδος ἐλευθέρα. (1366, 631, 1582, 705)
novel-title: «ΚΑΤΑ ΛΑΘΟΣ!...» (89, 795, 399, 893)
pharmacy-entry: CLEOPATRA, 47, ὁδὸς MAZCEUT (712, 1694, 883, 1706)
airport-title: ΤΑ ΛΕΩΦΟΡΕΙΑ ΑΡ. 3 ΘΑ ΦΘΑΝΟΥΝ ΜΕΧΡΙ ΤΟΥ ΑΕΡΟΔΡΟΜΙΟΥ ΝΟΥΖΧΑΣ (490, 316, 694, 367)
classified-item: ΠΑΡΑΧΩΡΕΙΤΑΙ διαμέρισμα ἐπιπλωμένον ἐν Σπόρτιγκ, 3 δωμάτια, κουζίνα, λουτρόν. Πληροφορίαι Τηλ. 23589. (478, 1409, 706, 1468)
novel-text (18, 911, 470, 1241)
titan-line: ΑΠΟΣΤΟΛΑΙ ΕΚΤΕΛΩΝΙΣΜΟΙ ΕΜΠΟΡΕΥΜΑΤΩΝ (93, 1351, 395, 1365)
divider (18, 584, 470, 586)
divider (1140, 536, 1582, 538)
cinema-listing: ΜΕΤΡΟ — Τηλ. 22850 THE GREEN HELMET (Μπίλ Τράβερς - Νάνσυ Ὀλσωνος) (18, 296, 217, 336)
schedule-item: 22.10 Ποικίλη μουσική (249, 551, 373, 564)
race-line: 3 ΕΛ ΣΑΦΙΡ ΕΛ ΖΑΜΑΝ 24 (712, 1375, 857, 1388)
titan-line: Ἀλεξάνδρεια: 4 Τηλ. 21377 (159, 1377, 329, 1391)
race-line: 7η Ἱπποδρομία (712, 1453, 791, 1466)
pingpong-title: ΠΙΓΚ ΠΟΝΓΚ (1205, 769, 1291, 783)
news-headline: ΕΝΑΣ ΝΕΟΣ ΜΕΣΑΙΩΝ ΚΑΡΑΔΟΚΕΙ (712, 136, 1013, 154)
memorial-title: ΜΝΗΜΟΣΥΝΟΝ (478, 1067, 706, 1097)
race-line: 3 ΓΚΙΖΕΛΛΑ 19 (712, 1258, 796, 1271)
schedule-item: 22.00 Τοῦ ραδιοφώνου τῆς μουσικῆς (282, 667, 478, 680)
cinema-listing: ΠΛΑΖΑ — Τηλ. 20822 (2 ἔργα) HAPPY EVER AFTER (Ντεμπόρα Νίβεν) καὶ GUNSMOKE IN TUCSON (Μάρκ Στήβενς) (249, 186, 463, 239)
paragraph: 4ον) Εἰς τοὺς Καλλιτέχνας τοὺς συμμετασχόντας. 5ον) Εἰς τὸν Διευθυντὴν καὶ τὸ προσωπικὸν τοῦ ξενοδοχείου. 6ον) Εἰς τὰς ἐφημερίδας καὶ εἰς ὅλους τοὺς φίλους τῆς Κοινότητος, οἱ ὁποῖοι ἐτίμησαν διὰ τῆς παρουσίας των. (1140, 423, 1356, 527)
pharmacy-entry: GABBARY, 21, ὁδὸς DU MEX. Τηλ. 21866 (712, 1756, 887, 1781)
race-line: 2 ΕΛ ΖΑΙΦ 18 (712, 1427, 785, 1440)
pharmacies-col-ramleh: ΡΑΜΛΙΟΥ (998, 1533, 1053, 1545)
paragraph: Οὕτω, ἡ Γαλλία ἠρνήθη νὰ δεχθῇ ὅτι τὸ ζήτημα τῆς Ἀλγερίας ἔχει ἰδιαιτέραν σημασίαν διὰ τὴν ἀνεξαρτησίαν τῆς Ἀφρικῆς, ἐνῷ τὸ Βερολίνον ἀποτελεῖ τὴν ἑστίαν ὅπου συγκρούονται τὰ συμφέροντα τῶν δύο συνασπισμῶν. Ἡ Σοβιετικὴ Ἕνωσις ἐπιμένει διὰ τὴν ὑπογραφὴν χωριστῆς συνθήκης εἰρήνης μετὰ τῆς Ἀνατολικῆς Γερμανίας, ἐνῷ αἱ Δυτικαὶ Δυνάμεις ἀρνοῦνται κατηγορηματικῶς τὴν ἀλλαγὴν τοῦ καθεστῶτος τῆς πόλεως. (712, 252, 1130, 355)
schedule-item: 19.00 Ρωδικὸν καὶ Μελωδίαι (249, 499, 406, 512)
community-title: ΕΛΛΗΝΙΚΗ ΕΝ ΑΛΕΞΑΝΔΡΕΙΑ ΚΟΙΝΟΤΗΣ (487, 590, 697, 623)
column-2 (478, 88, 706, 1642)
paragraph: — Πιστέψ... Ἀλλά, νὰ φτάσωμε. Σὰ σπίτι, ὅλος ὁ κόσμος ἦταν τόσο ἀπασχολημένος καὶ κανεὶς δὲν μᾶς πρόσεξε. (18, 989, 239, 1048)
ship-icon (144, 1257, 344, 1291)
paragraph: Οἱ συλληφθέντες παρεπέμφθησαν εἰς τὸν Εἰσαγγελέα, ὁ ὁποῖος διέταξε τὴν προφυλάκισίν των μέχρι τῆς δίκης. (926, 818, 1130, 877)
paragraph: Ὁ Ἐκτελεστικὸς Ὑπουργὸς Δημοσίων Ἔργων κ. Μουσά Ἀρμπανζ ἀπεφάσισε τὴν ἐπέκτασιν τῆς γραμμῆς λεωφορείων ἀρ. 3, προκειμένου νὰ φθάνουν μέχρι τοῦ ἀεροδρομίου Νουζχας τῆς Ἀλεξανδρείας, διὰ τὴν ἐξυπηρέτησιν τῶν ἐπιβατῶν καὶ μέχρι τέλους τοῦ τρέχοντος μηνός Σεπτεμβρίου. (478, 368, 706, 487)
price-row: Ἀμερικανικὴ ... 56.12 (484, 1306, 598, 1319)
community-subtitle: ΠΡΟΣΚΛΗΣΙΣ ΜΑΘΗΤΩΝ (518, 622, 666, 636)
schedule-item: 23.00 Μουσικὴ χορού (282, 693, 399, 706)
pharmacy-entry: RAMLI, STATION SPORTING. Τηλ. 72042 (926, 1619, 1104, 1643)
price-row: Λίρα χρυσῆ ... Δρχ. 257 (484, 1267, 609, 1280)
pound-date: ΑΘΗΝΑΙ 7 ΙΟΥΛΙΟΥ (541, 1256, 643, 1268)
page-number: Σελὶς 2α (18, 58, 83, 74)
race-line: 6η Ἱπποδρομία (712, 1401, 791, 1414)
paragraph: Τὸ Τμῆμα Ἐγκληματολογίας Ἐρευνῶν συνέλαβε τρία ἄτομα, τὰ ὁποῖα ἐξηπάτων διαφόρους πολίτας ὑποσχόμενοι νὰ τοὺς προμηθεύσουν διαβατήρια καὶ ἀδείας ἐξόδου. (712, 725, 916, 799)
serial-footer: ΑΠΟ ΤΗΣ ΑΥΡΙΟΝ ΚΥΡΙΑΚΗΣ εἰς τὸν «ΤΑΧΥΔΡΟΜΟΝ» (1214, 1533, 1508, 1571)
race-line: 1 ΕΛ ΝΑΜΠΕΓΙΑ 18—19 (712, 1167, 845, 1180)
sports-label: ΤΟ ΑΘΛΗΤΙΚΟ ΡΕΠΟΡΤΑΖ ΤΗΣ ΗΜΕΡΑΣ (1140, 544, 1582, 576)
schedule-item: 13.30 Ἔργα κλασσικῆς μουσικῆς (18, 499, 196, 512)
paragraph: Ὁ σύζυγος: Γεώργιος Βιτίδης. Αἱ ἀδελφαί: Σόφια, Ἐλένη. Οἱ λοιποὶ συγγενεῖς. (478, 1011, 706, 1055)
race-line: 2 ΟΥΖΙΡ ΕΛ ΧΕΛ 22 (712, 1115, 818, 1128)
titan-line: ΤΟ ΕΠΙΣΗΜΟΝ ΠΡΑΚΤΟΡΕΙΟΝ (146, 1338, 342, 1352)
pharmacy-entry: EL HADDAD, 31 Λεωφ. ΕΛ ΗΟΡΡΕΥΑ. Τηλ. 29886 (712, 1544, 905, 1568)
race-line: 4η Ἱπποδρομία (712, 1284, 791, 1297)
race-line: 2 ΑΠΧΑΛΑ ΕΛ ΑΜΙΡΙΑ 41 (712, 1180, 849, 1193)
divider (478, 1228, 706, 1230)
